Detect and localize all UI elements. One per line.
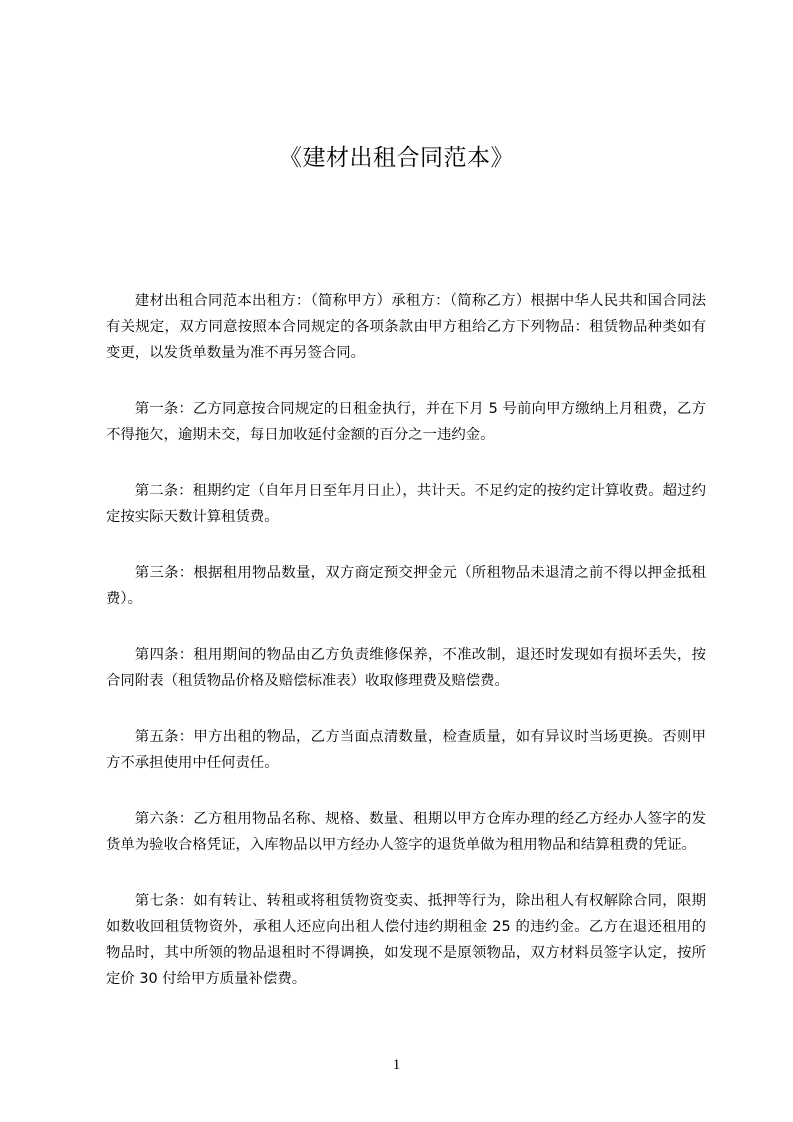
paragraph-article-4: 第四条：租用期间的物品由乙方负责维修保养，不准改制，退还时发现如有损坏丢失，按合同附表（租赁物品价格及赔偿标准表）收取修理费及赔偿费。 [106,647,706,689]
page-number: 1 [392,1057,401,1073]
paragraph-article-7: 第七条：如有转让、转租或将租赁物资变卖、抵押等行为，除出租人有权解除合同，限期如数收回租赁物资外，承租人还应向出租人偿付违约期租金 25 的违约金。乙方在退还租用的物品时，其中所领的物品退租时不得调换，如发现不是原领物品，双方材料员签字认定，按所定价 30 付给甲方质量补偿费。 [106,893,706,987]
paragraph-article-2: 第二条：租期约定（自年月日至年月日止），共计天。不足约定的按约定计算收费。超过约定按实际天数计算租赁费。 [106,483,706,525]
paragraph-article-5: 第五条：甲方出租的物品，乙方当面点清数量，检查质量，如有异议时当场更换。否则甲方不承担使用中任何责任。 [106,729,706,771]
paragraph-intro: 建材出租合同范本出租方：（简称甲方）承租方：（简称乙方）根据中华人民共和国合同法有关规定，双方同意按照本合同规定的各项条款由甲方租给乙方下列物品：租赁物品种类如有变更，以发货单数量为准不再另签合同。 [106,293,706,361]
paragraph-article-3: 第三条：根据租用物品数量，双方商定预交押金元（所租物品未退清之前不得以押金抵租费）。 [106,565,706,607]
paragraph-article-1: 第一条：乙方同意按合同规定的日租金执行，并在下月 5 号前向甲方缴纳上月租费，乙方不得拖欠，逾期未交，每日加收延付金额的百分之一违约金。 [106,401,706,443]
paragraph-article-6: 第六条：乙方租用物品名称、规格、数量、租期以甲方仓库办理的经乙方经办人签字的发货单为验收合格凭证，入库物品以甲方经办人签字的退货单做为租用物品和结算租费的凭证。 [106,811,706,853]
document-body [106,288,706,1022]
document-title: 《建材出租合同范本》 [279,145,514,171]
